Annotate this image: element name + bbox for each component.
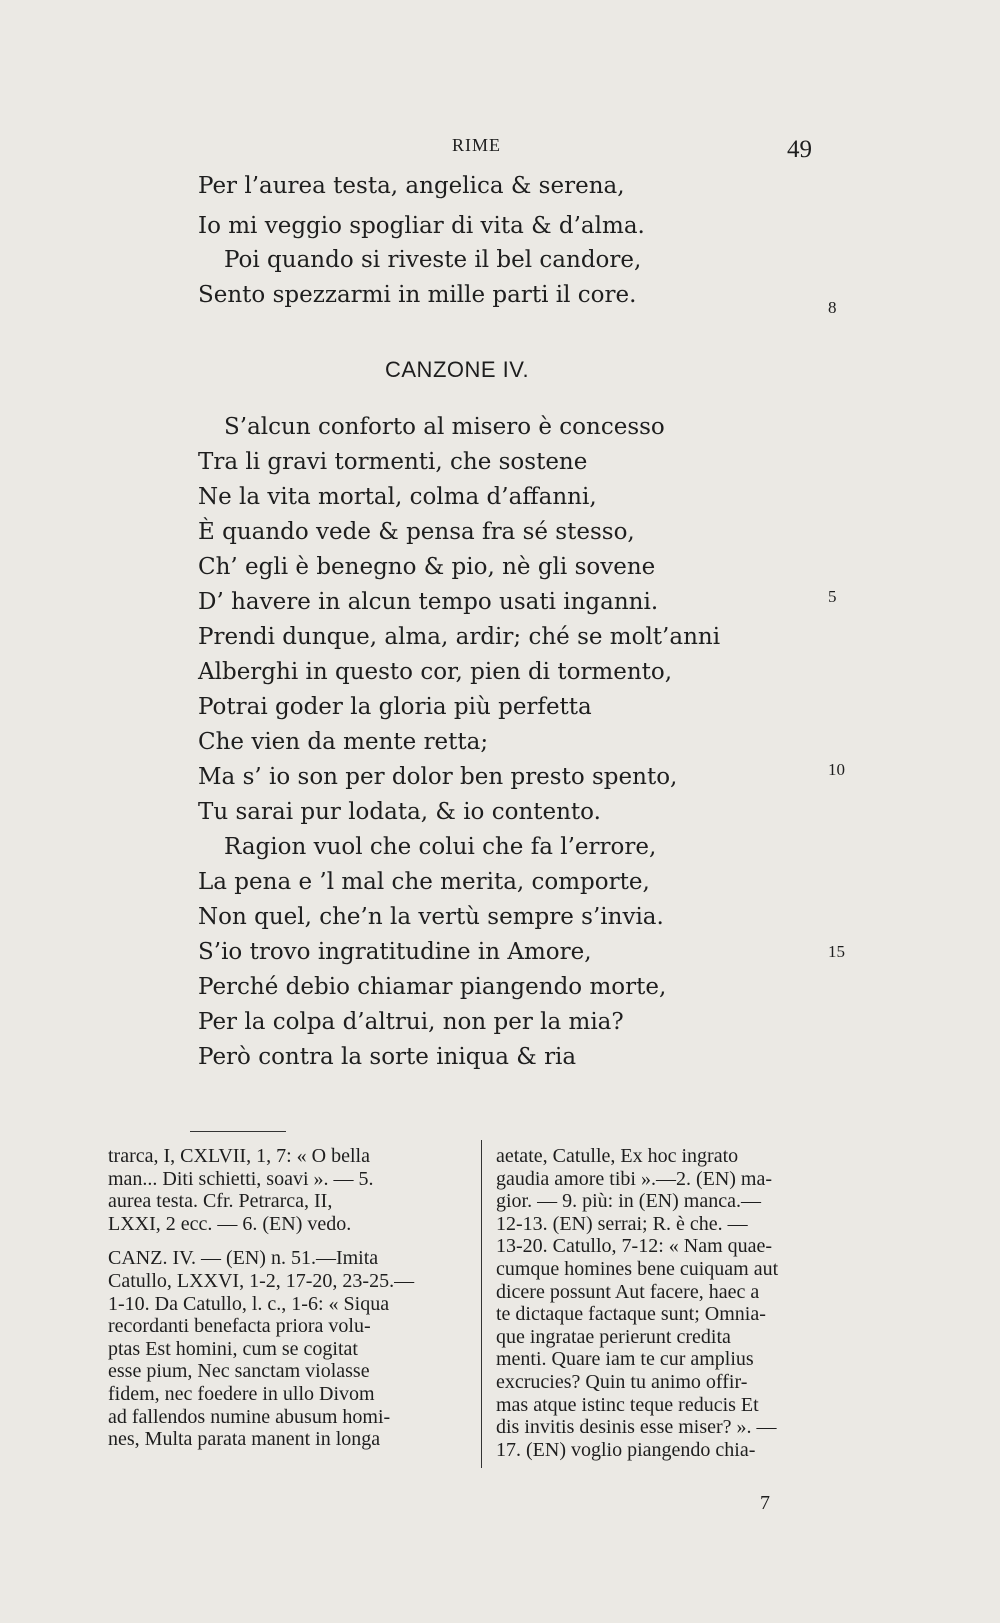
footnote-line: menti. Quare iam te cur amplius [496, 1348, 754, 1371]
footnote-line: dicere possunt Aut facere, haec a [496, 1280, 760, 1303]
footnote-line: 13-20. Catullo, 7-12: « Nam quae- [496, 1235, 773, 1258]
column-divider [481, 1140, 482, 1468]
footnote-line: trarca, I, CXLVII, 1, 7: « O bella [108, 1145, 370, 1167]
footnote-line: gior. — 9. più: in (EN) manca.— [496, 1190, 761, 1213]
verse-line: Sento spezzarmi in mille parti il core. [198, 282, 637, 308]
verse-line: Potrai goder la gloria più perfetta [198, 694, 592, 720]
verse-line: Non quel, che’n la vertù sempre s’invia. [198, 904, 664, 930]
footnotes-left-column [108, 1145, 470, 1451]
verse-line: Prendi dunque, alma, ardir; ché se molt’anni [198, 624, 721, 650]
footnote-line: CANZ. IV. — (EN) n. 51.—Imita [108, 1247, 379, 1270]
verse-line: D’ havere in alcun tempo usati inganni. [198, 589, 659, 615]
verse-line: Ma s’ io son per dolor ben presto spento, [198, 764, 678, 790]
verse-line: È quando vede & pensa fra sé stesso, [198, 519, 635, 545]
line-number: 5 [828, 587, 837, 606]
footnote-line: gaudia amore tibi ».—2. (EN) ma- [496, 1167, 773, 1190]
line-number: 15 [828, 942, 845, 961]
section-heading: CANZONE IV. [385, 357, 530, 382]
verse-line: Ch’ egli è benegno & pio, nè gli sovene [198, 554, 656, 580]
footnote-line: cumque homines bene cuiquam aut [496, 1257, 779, 1280]
footnotes-right-column [496, 1145, 848, 1461]
footnote-line: LXXI, 2 ecc. — 6. (EN) vedo. [108, 1212, 352, 1235]
footnote-line: te dictaque factaque sunt; Omnia- [496, 1303, 766, 1326]
footnote-line: esse pium, Nec sanctam violasse [108, 1360, 370, 1383]
footnote-line: Catullo, LXXVI, 1-2, 17-20, 23-25.— [108, 1269, 415, 1292]
footnote-spacer [108, 1235, 470, 1247]
verse-line: Alberghi in questo cor, pien di tormento, [198, 659, 673, 685]
verse-line: Per la colpa d’altrui, non per la mia? [198, 1009, 624, 1035]
footnote-line: recordanti benefacta priora volu- [108, 1315, 371, 1338]
verse-line: Che vien da mente retta; [198, 729, 489, 755]
footnote-line: aurea testa. Cfr. Petrarca, II, [108, 1190, 333, 1213]
footnote-line: man... Diti schietti, soavi ». — 5. [108, 1167, 374, 1190]
footnote-rule [190, 1131, 286, 1132]
footnote-line: excrucies? Quin tu animo offir- [496, 1370, 748, 1393]
verse-line: Io mi veggio spogliar di vita & d’alma. [198, 213, 645, 239]
verse-line: La pena e ’l mal che merita, comporte, [198, 869, 650, 895]
footnote-line: que ingratae perierunt credita [496, 1325, 731, 1348]
verse-line: Perché debio chiamar piangendo morte, [198, 974, 667, 1000]
footnote-line: ptas Est homini, cum se cogitat [108, 1337, 358, 1360]
footnote-line: fidem, nec foedere in ullo Divom [108, 1382, 375, 1405]
footnote-line: nes, Multa parata manent in longa [108, 1428, 381, 1451]
verse-line: Tu sarai pur lodata, & io contento. [198, 799, 601, 825]
verse-line: Tra li gravi tormenti, che sostene [198, 449, 588, 475]
verse-line: Poi quando si riveste il bel candore, [224, 247, 642, 273]
verse-line: Ragion vuol che colui che fa l’errore, [224, 834, 657, 860]
line-number: 10 [828, 760, 845, 779]
verse-line: S’alcun conforto al misero è concesso [224, 414, 665, 440]
verse-line: Per l’aurea testa, angelica & serena, [198, 173, 625, 199]
running-head: RIME [452, 135, 501, 155]
footnote-line: mas atque istinc teque reducis Et [496, 1393, 759, 1416]
footnote-line: aetate, Catulle, Ex hoc ingrato [496, 1145, 739, 1167]
page-number: 49 [787, 136, 812, 163]
footnote-line: dis invitis desinis esse miser? ». — [496, 1416, 777, 1439]
footnote-line: ad fallendos numine abusum homi- [108, 1405, 391, 1428]
verse-line: S’io trovo ingratitudine in Amore, [198, 939, 592, 965]
footnote-line: 1-10. Da Catullo, l. c., 1-6: « Siqua [108, 1292, 390, 1315]
line-number: 8 [828, 298, 837, 317]
verse-line: Ne la vita mortal, colma d’affanni, [198, 484, 597, 510]
footnote-line: 17. (EN) voglio piangendo chia- [496, 1438, 756, 1461]
verse-line: Però contra la sorte iniqua & ria [198, 1044, 577, 1070]
signature-mark: 7 [760, 1492, 770, 1514]
footnote-line: 12-13. (EN) serrai; R. è che. — [496, 1212, 748, 1235]
